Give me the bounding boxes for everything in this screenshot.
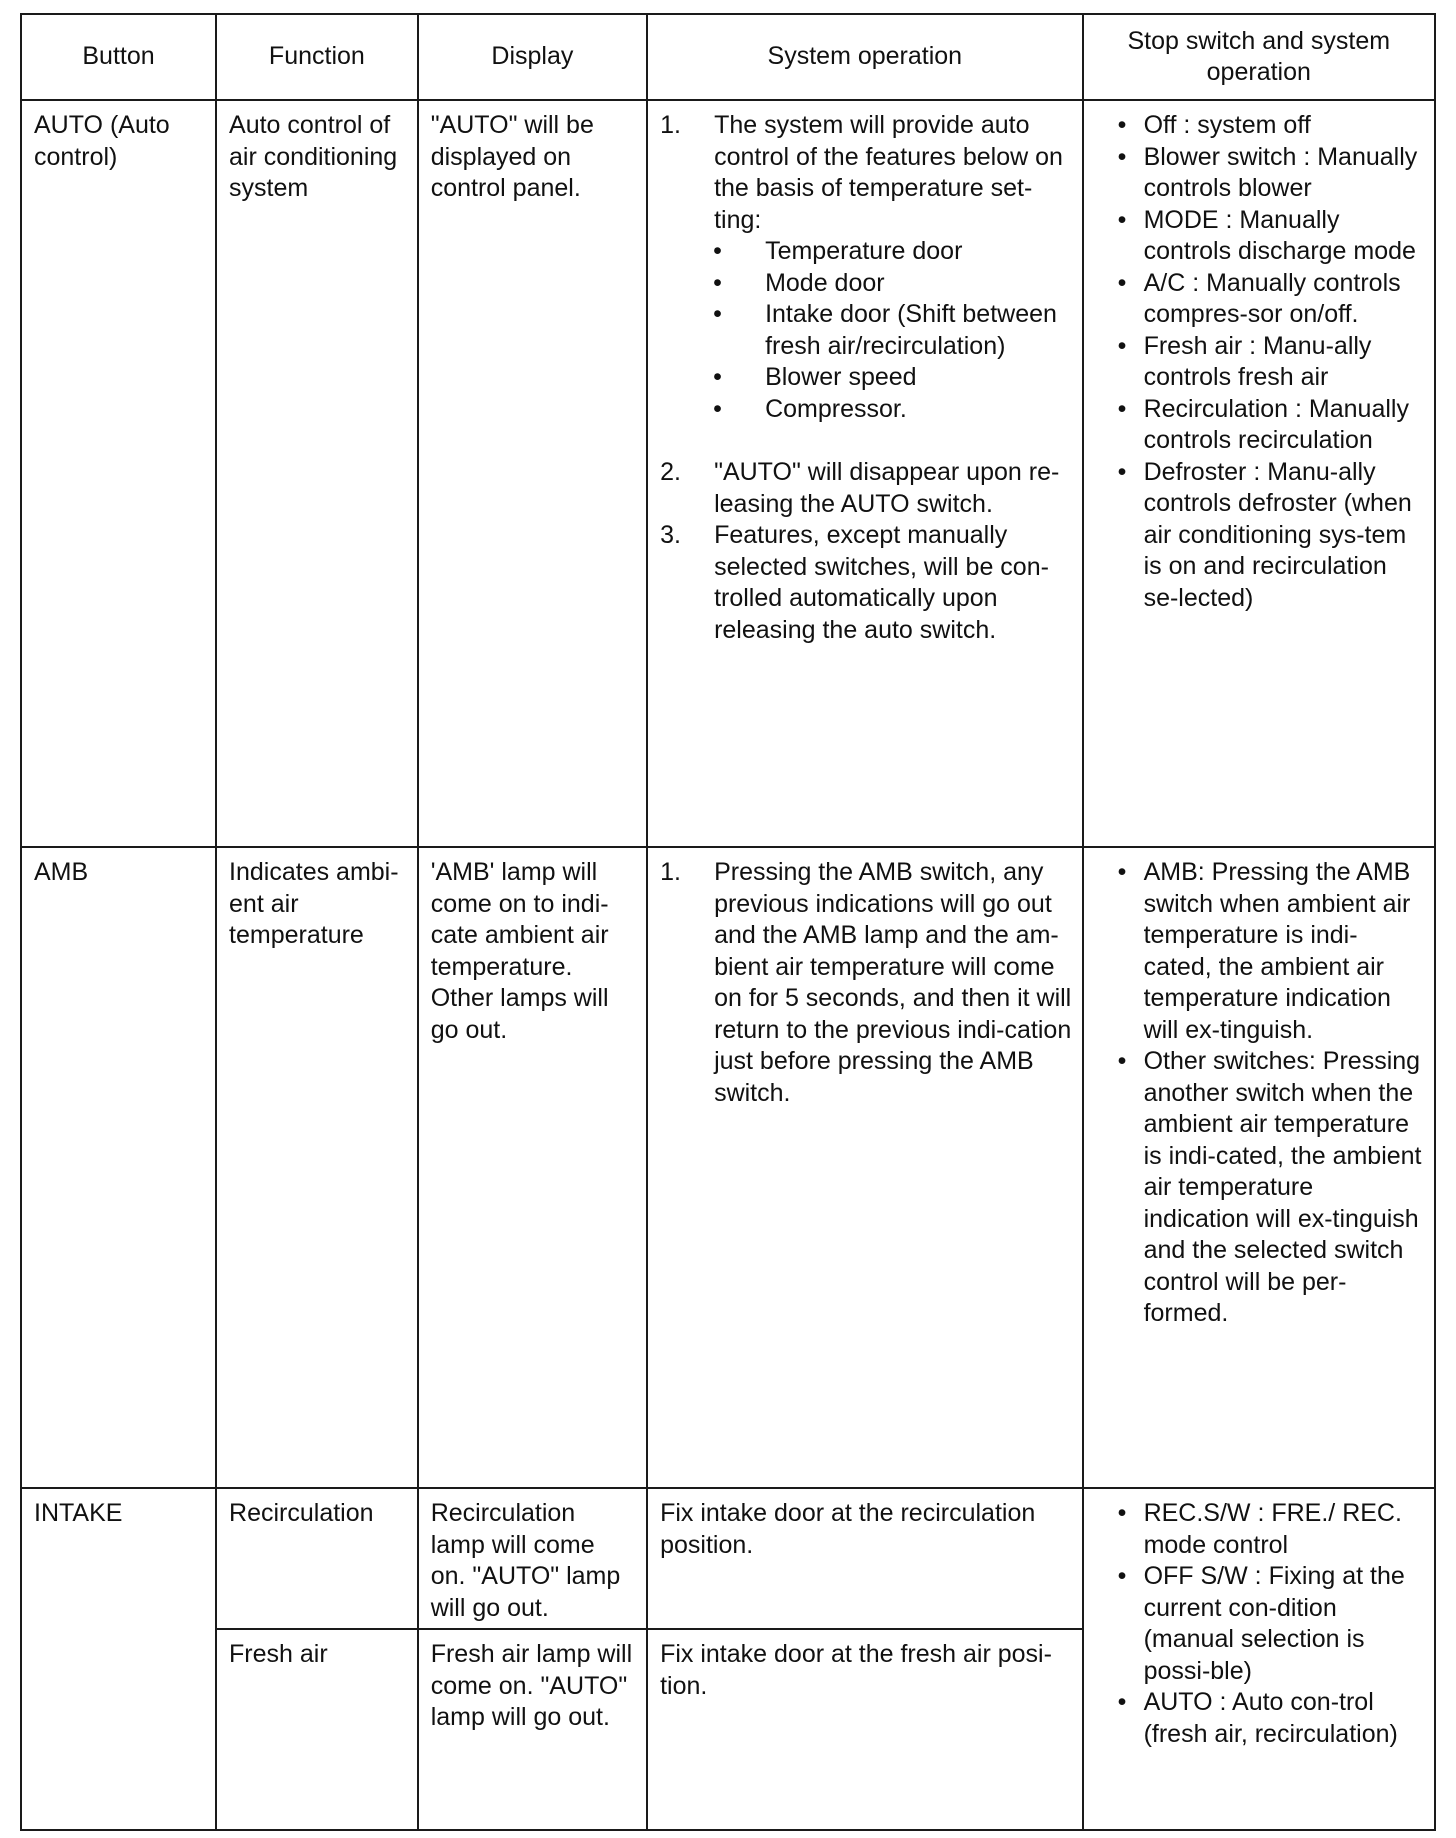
recirc-function-cell: Recirculation <box>216 1488 418 1629</box>
amb-operation-cell <box>647 847 1083 1488</box>
stop-item: • REC.S/W : FRE./ REC. mode control <box>1114 1498 1424 1561</box>
spacer <box>660 425 1072 457</box>
stop-item: • AUTO : Auto con-trol (fresh air, recirculation) <box>1114 1687 1424 1750</box>
header-display: Display <box>418 14 647 100</box>
feature-item: • Intake door (Shift between fresh air/recirculation) <box>713 299 1072 362</box>
auto-operation-step <box>660 520 1072 646</box>
fresh-display-cell: Fresh air lamp will come on. "AUTO" lamp will go out. <box>418 1629 647 1830</box>
stop-item: • A/C : Manually controls compres-sor on/off. <box>1114 268 1424 331</box>
fresh-function-cell: Fresh air <box>216 1629 418 1830</box>
step-number: 2. <box>660 458 681 486</box>
stop-item: • Blower switch : Manually controls blower <box>1114 142 1424 205</box>
amb-stop-cell <box>1083 847 1435 1488</box>
amb-stop-list <box>1096 857 1424 1330</box>
feature-item: • Temperature door <box>713 236 1072 268</box>
intake-button-cell: INTAKE <box>21 1488 216 1830</box>
step-text: Pressing the AMB switch, any previous indications will go out and the AMB lamp and the am-bient air temperature will come on for 5 seconds, and then it will return to the previous indi-cation just before pressing the AMB switch. <box>714 858 1072 1107</box>
auto-stop-cell <box>1083 100 1435 847</box>
auto-stop-list <box>1096 110 1424 614</box>
amb-operation-list <box>660 857 1072 1109</box>
amb-operation-step <box>660 857 1072 1109</box>
header-stop-switch: Stop switch and system operation <box>1083 14 1435 100</box>
intake-stop-cell <box>1083 1488 1435 1830</box>
stop-item: • MODE : Manually controls discharge mode <box>1114 205 1424 268</box>
auto-operation-list-continued <box>660 457 1072 646</box>
amb-display-cell: 'AMB' lamp will come on to indi-cate ambient air temperature. Other lamps will go out. <box>418 847 647 1488</box>
step-text: The system will provide auto control of the features below on the basis of temperature set-ting: <box>714 111 1063 234</box>
ac-button-table <box>20 13 1436 1831</box>
fresh-operation-cell: Fix intake door at the fresh air posi-tion. <box>647 1629 1083 1830</box>
table-row-amb <box>21 847 1435 1488</box>
stop-item: • Defroster : Manu-ally controls defroster (when air conditioning sys-tem is on and recirculation se-lected) <box>1114 457 1424 615</box>
feature-item: • Compressor. <box>713 394 1072 426</box>
intake-stop-list <box>1096 1498 1424 1750</box>
stop-item: • Fresh air : Manu-ally controls fresh air <box>1114 331 1424 394</box>
auto-operation-step <box>660 110 1072 236</box>
recirc-display-cell: Recirculation lamp will come on. "AUTO" lamp will go out. <box>418 1488 647 1629</box>
auto-button-cell: AUTO (Auto control) <box>21 100 216 847</box>
auto-function-cell: Auto control of air conditioning system <box>216 100 418 847</box>
header-button: Button <box>21 14 216 100</box>
stop-item: • OFF S/W : Fixing at the current con-dition (manual selection is possi-ble) <box>1114 1561 1424 1687</box>
auto-operation-cell <box>647 100 1083 847</box>
step-number: 1. <box>660 858 681 886</box>
step-text: Features, except manually selected switches, will be con-trolled automatically upon releasing the auto switch. <box>714 521 1049 644</box>
auto-operation-list <box>660 110 1072 236</box>
feature-item: • Blower speed <box>713 362 1072 394</box>
step-number: 3. <box>660 521 681 549</box>
stop-item: • Other switches: Pressing another switch when the ambient air temperature is indi-cated, the ambient air temperature indication will ex-tinguish and the selected switch control will be per-formed. <box>1114 1046 1424 1330</box>
step-text: "AUTO" will disappear upon re-leasing the AUTO switch. <box>714 458 1060 518</box>
recirc-operation-cell: Fix intake door at the recirculation position. <box>647 1488 1083 1629</box>
amb-button-cell: AMB <box>21 847 216 1488</box>
header-system-operation: System operation <box>647 14 1083 100</box>
feature-item: • Mode door <box>713 268 1072 300</box>
amb-function-cell: Indicates ambi-ent air temperature <box>216 847 418 1488</box>
header-row <box>21 14 1435 100</box>
stop-item: • AMB: Pressing the AMB switch when ambient air temperature is indi-cated, the ambient air temperature indication will ex-tinguish. <box>1114 857 1424 1046</box>
stop-item: • Off : system off <box>1114 110 1424 142</box>
table-row-auto <box>21 100 1435 847</box>
table-row-intake-recirculation <box>21 1488 1435 1629</box>
stop-item: • Recirculation : Manually controls recirculation <box>1114 394 1424 457</box>
auto-feature-list <box>660 236 1072 425</box>
auto-display-cell: "AUTO" will be displayed on control panel. <box>418 100 647 847</box>
header-function: Function <box>216 14 418 100</box>
step-number: 1. <box>660 111 681 139</box>
auto-operation-step <box>660 457 1072 520</box>
